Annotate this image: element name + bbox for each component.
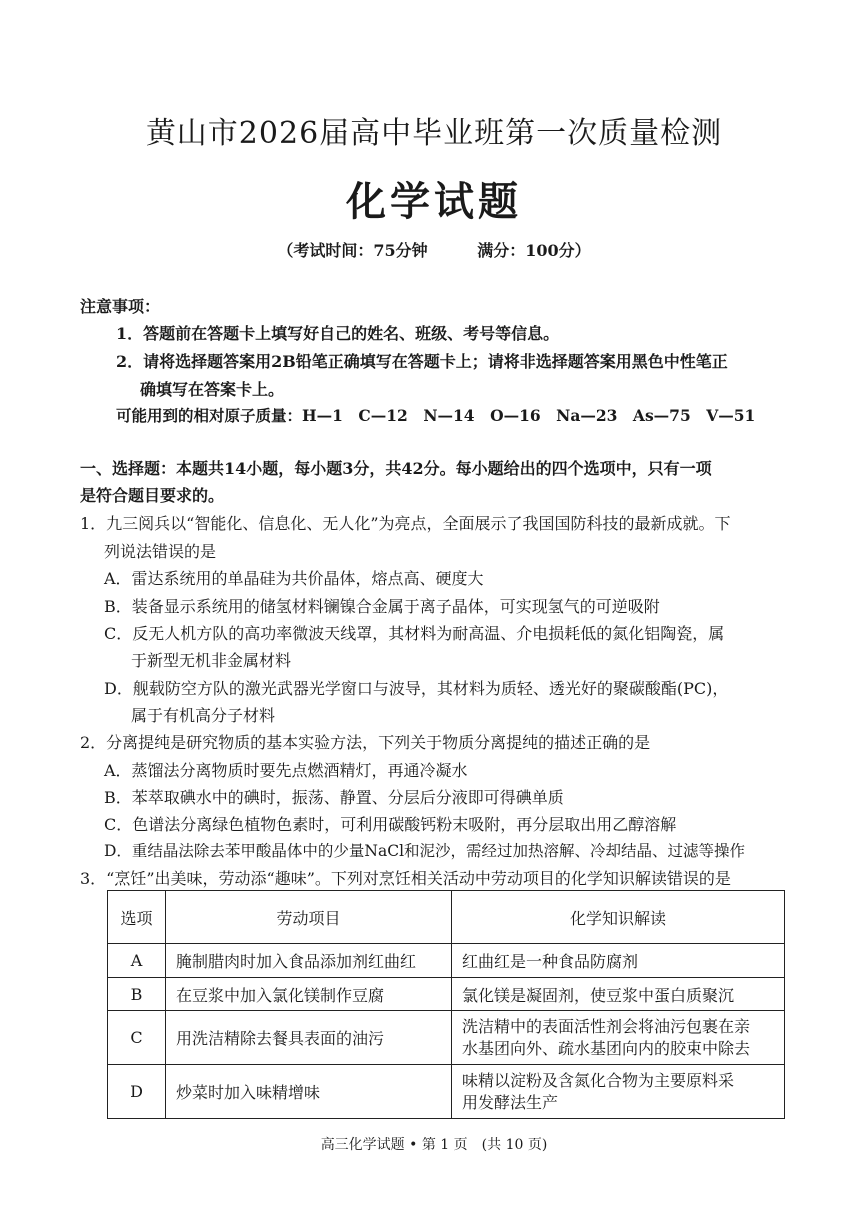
row-explanation-line-2: 用发酵法生产 — [462, 1092, 559, 1112]
q1-option-a: A．雷达系统用的单晶硅为共价晶体，熔点高、硬度大 — [104, 569, 484, 588]
table-header-row — [108, 891, 785, 944]
exam-info — [0, 238, 868, 261]
q3-stem: 3．“烹饪”出美味，劳动添“趣味”。下列对烹饪相关活动中劳动项目的化学知识解读错误的是 — [80, 869, 731, 888]
table-row — [108, 978, 785, 1011]
q2-stem: 2．分离提纯是研究物质的基本实验方法，下列关于物质分离提纯的描述正确的是 — [80, 733, 651, 752]
atomic-masses: 可能用到的相对原子质量：H—1 C—12 N—14 O—16 Na—23 As—75 V—51 — [116, 406, 756, 425]
row-task: 炒菜时加入味精增味 — [166, 1065, 452, 1119]
q2-option-a: A．蒸馏法分离物质时要先点燃酒精灯，再通冷凝水 — [104, 761, 468, 780]
row-explanation-line-1: 洗洁精中的表面活性剂会将油污包裹在亲 — [462, 1016, 751, 1036]
exam-score: 满分：100分） — [477, 241, 591, 260]
table-row — [108, 1011, 785, 1065]
row-task: 用洗洁精除去餐具表面的油污 — [166, 1011, 452, 1065]
row-explanation — [452, 1011, 785, 1065]
q3-table — [107, 890, 785, 1119]
page-footer: 高三化学试题 • 第 1 页 (共 10 页) — [320, 1137, 548, 1153]
q1-option-c: C．反无人机方队的高功率微波天线罩，其材料为耐高温、介电损耗低的氮化铝陶瓷，属 — [104, 624, 725, 643]
col-header-task: 劳动项目 — [166, 891, 452, 944]
notes-heading: 注意事项： — [80, 297, 161, 316]
q2-option-b: B．苯萃取碘水中的碘时，振荡、静置、分层后分液即可得碘单质 — [104, 788, 564, 807]
row-explanation-line-2: 水基团向外、疏水基团向内的胶束中除去 — [462, 1038, 751, 1058]
row-option: A — [108, 944, 166, 978]
q1-stem-continued: 列说法错误的是 — [104, 542, 217, 561]
q2-option-d: D．重结晶法除去苯甲酸晶体中的少量NaCl和泥沙，需经过加热溶解、冷却结晶、过滤等操作 — [104, 842, 746, 860]
row-task: 腌制腊肉时加入食品添加剂红曲红 — [166, 944, 452, 978]
q1-option-d-continued: 属于有机高分子材料 — [131, 706, 276, 725]
q1-option-d: D．舰载防空方队的激光武器光学窗口与波导，其材料为质轻、透光好的聚碳酸酯(PC)， — [104, 679, 729, 698]
col-header-explanation: 化学知识解读 — [452, 891, 785, 944]
note-item-1: 1．答题前在答题卡上填写好自己的姓名、班级、考号等信息。 — [116, 324, 560, 343]
row-option: B — [108, 978, 166, 1011]
row-option: D — [108, 1065, 166, 1119]
col-header-option: 选项 — [108, 891, 166, 944]
section-title-continued: 是符合题目要求的。 — [80, 486, 225, 505]
q1-option-c-continued: 于新型无机非金属材料 — [131, 651, 292, 670]
note-item-2: 2．请将选择题答案用2B铅笔正确填写在答题卡上；请将非选择题答案用黑色中性笔正 — [116, 352, 728, 371]
subject-title: 化学试题 — [346, 178, 522, 225]
row-task: 在豆浆中加入氯化镁制作豆腐 — [166, 978, 452, 1011]
row-option: C — [108, 1011, 166, 1065]
exam-time: （考试时间：75分钟 — [277, 241, 428, 260]
row-explanation: 红曲红是一种食品防腐剂 — [452, 944, 785, 978]
table-row — [108, 944, 785, 978]
q1-option-b: B．装备显示系统用的储氢材料镧镍合金属于离子晶体，可实现氢气的可逆吸附 — [104, 597, 660, 616]
table-row — [108, 1065, 785, 1119]
note-item-2-continued: 确填写在答案卡上。 — [140, 380, 285, 399]
section-title: 一、选择题：本题共14小题，每小题3分，共42分。每小题给出的四个选项中，只有一项 — [80, 459, 712, 478]
q2-option-c: C．色谱法分离绿色植物色素时，可利用碳酸钙粉末吸附，再分层取出用乙醇溶解 — [104, 815, 677, 834]
q1-stem: 1．九三阅兵以“智能化、信息化、无人化”为亮点，全面展示了我国国防科技的最新成就。下 — [80, 514, 731, 533]
exam-title: 黄山市2026届高中毕业班第一次质量检测 — [145, 116, 723, 151]
row-explanation-line-1: 味精以淀粉及含氮化合物为主要原料采 — [462, 1070, 735, 1090]
row-explanation: 氯化镁是凝固剂，使豆浆中蛋白质聚沉 — [452, 978, 785, 1011]
row-explanation — [452, 1065, 785, 1119]
